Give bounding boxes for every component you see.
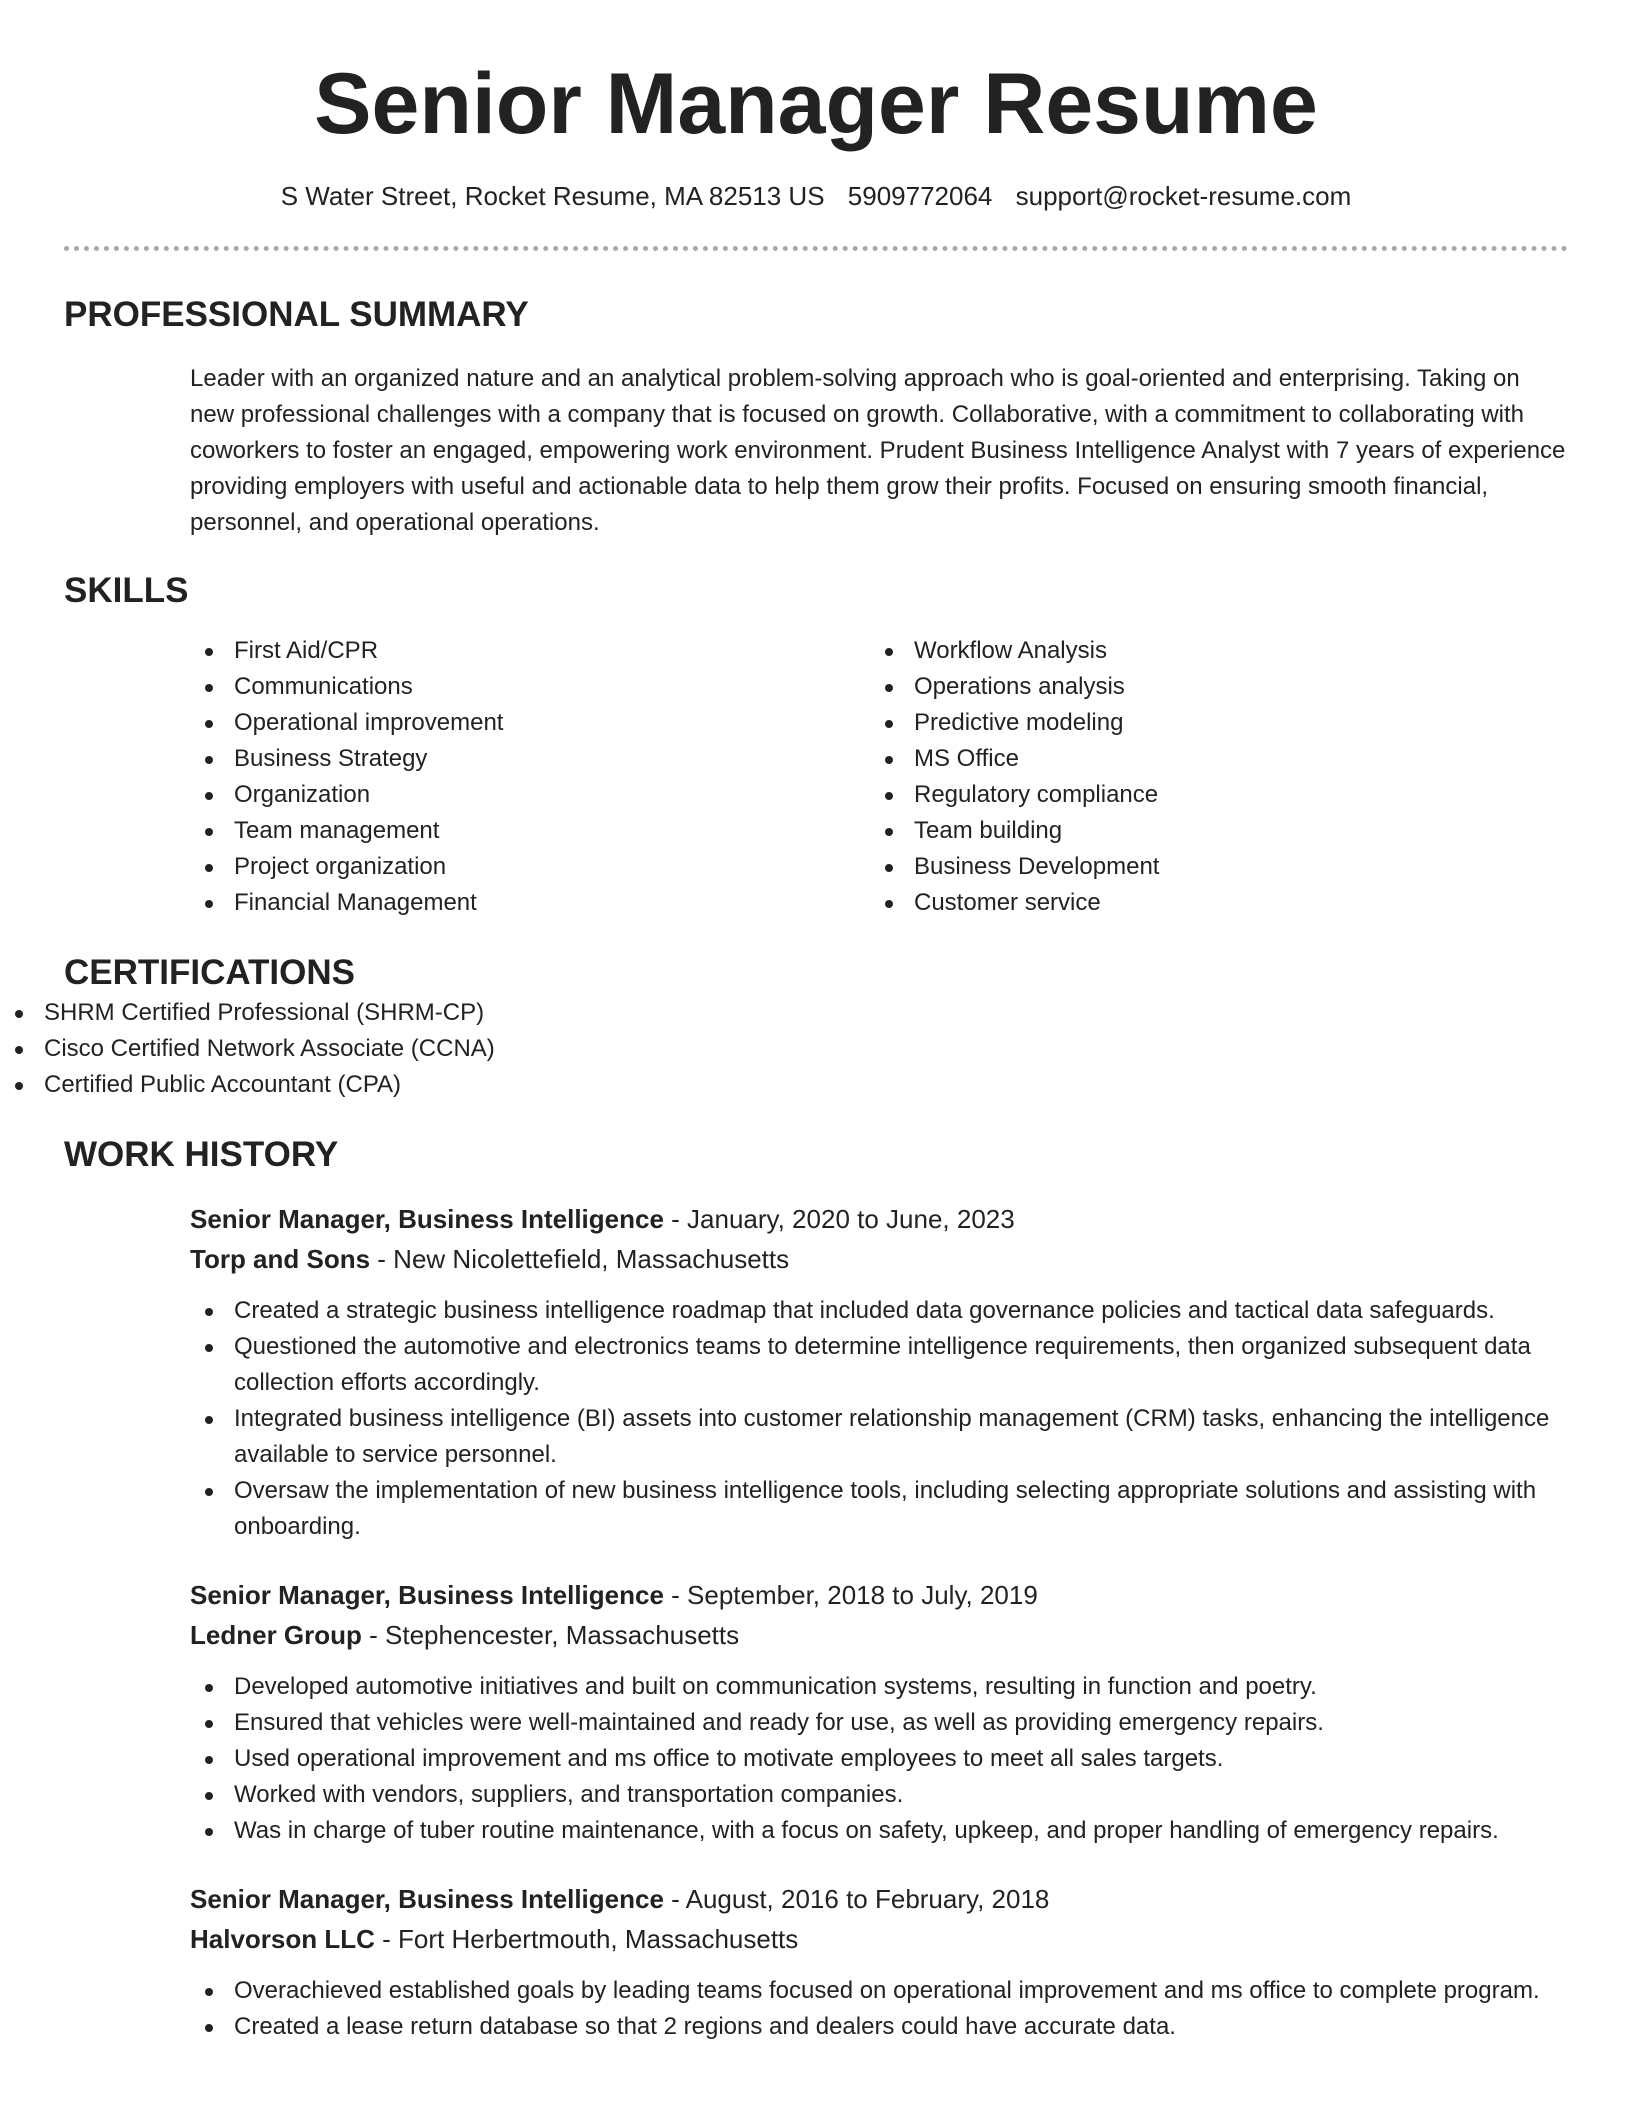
job-entry (190, 1575, 1568, 1849)
skill-item: Organization (190, 777, 870, 813)
header-divider (64, 246, 1568, 251)
job-bullet: Created a lease return database so that 2 regions and dealers could have accurate data. (190, 2009, 1568, 2045)
bullet-dot (205, 1684, 213, 1692)
bullet-dot (205, 756, 213, 764)
company-name: Ledner Group (190, 1620, 362, 1650)
bullet-dot (205, 1828, 213, 1836)
skill-item: Workflow Analysis (870, 633, 1159, 669)
skill-item: Business Development (870, 849, 1159, 885)
bullet-dot (205, 1308, 213, 1316)
bullet-dot (205, 648, 213, 656)
job-bullets (190, 1973, 1568, 2045)
bullet-dot (205, 1756, 213, 1764)
company-location: - Stephencester, Massachusetts (361, 1620, 740, 1650)
skill-item: Business Strategy (190, 741, 870, 777)
bullet-dot (205, 828, 213, 836)
company-location: - Fort Herbertmouth, Massachusetts (374, 1924, 799, 1954)
skill-item: Team building (870, 813, 1159, 849)
bullet-dot (15, 1046, 23, 1054)
bullet-dot (205, 864, 213, 872)
phone-text: 5909772064 (847, 181, 993, 211)
skill-item: Operational improvement (190, 705, 870, 741)
summary-text: Leader with an organized nature and an analytical problem-solving approach who is goal-oriented and enterprising. Taking on new professional challenges with a company that is focused on growth. Collaborative, with a commitment to collaborating with coworkers to foster an engaged, empowering work environment. Prudent Business Intelligence Analyst with 7 years of experience providing employers with useful and actionable data to help them grow their profits. Focused on ensuring smooth financial, personnel, and operational operations. (190, 365, 1566, 536)
job-title: Senior Manager, Business Intelligence (190, 1204, 664, 1234)
job-dates: - September, 2018 to July, 2019 (663, 1580, 1038, 1610)
bullet-dot (205, 1720, 213, 1728)
job-bullet: Worked with vendors, suppliers, and transportation companies. (190, 1777, 1568, 1813)
job-title: Senior Manager, Business Intelligence (190, 1580, 664, 1610)
company-location: - New Nicolettefield, Massachusetts (370, 1244, 790, 1274)
bullet-dot (205, 1488, 213, 1496)
bullet-dot (15, 1010, 23, 1018)
job-title-line (190, 1879, 1568, 1919)
skill-item: MS Office (870, 741, 1159, 777)
job-bullet: Overachieved established goals by leading teams focused on operational improvement and ms office to complete program. (190, 1973, 1568, 2009)
job-bullet: Developed automotive initiatives and built on communication systems, resulting in function and poetry. (190, 1669, 1568, 1705)
job-title-line (190, 1199, 1568, 1239)
job-title: Senior Manager, Business Intelligence (190, 1884, 664, 1914)
job-dates: - January, 2020 to June, 2023 (663, 1204, 1015, 1234)
contact-line (0, 178, 1632, 214)
certification-item: SHRM Certified Professional (SHRM-CP) (0, 995, 1632, 1031)
skill-item: Project organization (190, 849, 870, 885)
skills-column-left (190, 633, 870, 921)
bullet-dot (885, 900, 893, 908)
bullet-dot (885, 684, 893, 692)
email-text: support@rocket-resume.com (1015, 181, 1352, 211)
skill-item: First Aid/CPR (190, 633, 870, 669)
bullet-dot (205, 1792, 213, 1800)
company-name: Torp and Sons (190, 1244, 371, 1274)
certification-item: Cisco Certified Network Associate (CCNA) (0, 1031, 1632, 1067)
job-bullet: Created a strategic business intelligence roadmap that included data governance policies and tactical data safeguards. (190, 1293, 1568, 1329)
bullet-dot (885, 864, 893, 872)
address-text: S Water Street, Rocket Resume, MA 82513 US (280, 181, 825, 211)
bullet-dot (885, 828, 893, 836)
job-entry (190, 1199, 1568, 1545)
bullet-dot (205, 1416, 213, 1424)
bullet-dot (885, 792, 893, 800)
skill-item: Customer service (870, 885, 1159, 921)
summary-heading: PROFESSIONAL SUMMARY (64, 295, 529, 334)
bullet-dot (15, 1082, 23, 1090)
job-bullet: Questioned the automotive and electronics teams to determine intelligence requirements, then organized subsequent data collection efforts accordingly. (190, 1329, 1568, 1401)
job-bullets (190, 1669, 1568, 1849)
skills-column-right (870, 633, 1159, 921)
skills-list (190, 633, 1632, 921)
company-line (190, 1615, 1568, 1655)
bullet-dot (205, 2024, 213, 2032)
skill-item: Operations analysis (870, 669, 1159, 705)
bullet-dot (205, 720, 213, 728)
company-line (190, 1239, 1568, 1279)
skill-item: Regulatory compliance (870, 777, 1159, 813)
job-bullet: Oversaw the implementation of new business intelligence tools, including selecting appropriate solutions and assisting with onboarding. (190, 1473, 1568, 1545)
skill-item: Communications (190, 669, 870, 705)
bullet-dot (205, 684, 213, 692)
skill-item: Predictive modeling (870, 705, 1159, 741)
skills-heading: SKILLS (64, 571, 189, 610)
skill-item: Team management (190, 813, 870, 849)
job-dates: - August, 2016 to February, 2018 (663, 1884, 1050, 1914)
bullet-dot (205, 900, 213, 908)
resume-title: Senior Manager Resume (314, 56, 1318, 152)
bullet-dot (205, 792, 213, 800)
job-title-line (190, 1575, 1568, 1615)
company-line (190, 1919, 1568, 1959)
job-bullet: Used operational improvement and ms office to motivate employees to meet all sales targets. (190, 1741, 1568, 1777)
certifications-heading: CERTIFICATIONS (64, 953, 356, 992)
skill-item: Financial Management (190, 885, 870, 921)
bullet-dot (885, 648, 893, 656)
job-bullet: Ensured that vehicles were well-maintained and ready for use, as well as providing emergency repairs. (190, 1705, 1568, 1741)
bullet-dot (885, 756, 893, 764)
bullet-dot (205, 1988, 213, 1996)
company-name: Halvorson LLC (190, 1924, 375, 1954)
bullet-dot (885, 720, 893, 728)
job-bullet: Was in charge of tuber routine maintenance, with a focus on safety, upkeep, and proper handling of emergency repairs. (190, 1813, 1568, 1849)
job-entry (190, 1879, 1568, 2045)
job-bullet: Integrated business intelligence (BI) assets into customer relationship management (CRM) tasks, enhancing the intelligence available to service personnel. (190, 1401, 1568, 1473)
job-bullets (190, 1293, 1568, 1545)
work-history-heading: WORK HISTORY (64, 1135, 339, 1174)
certification-item: Certified Public Accountant (CPA) (0, 1067, 1632, 1103)
certifications-list (0, 995, 1632, 1103)
bullet-dot (205, 1344, 213, 1352)
